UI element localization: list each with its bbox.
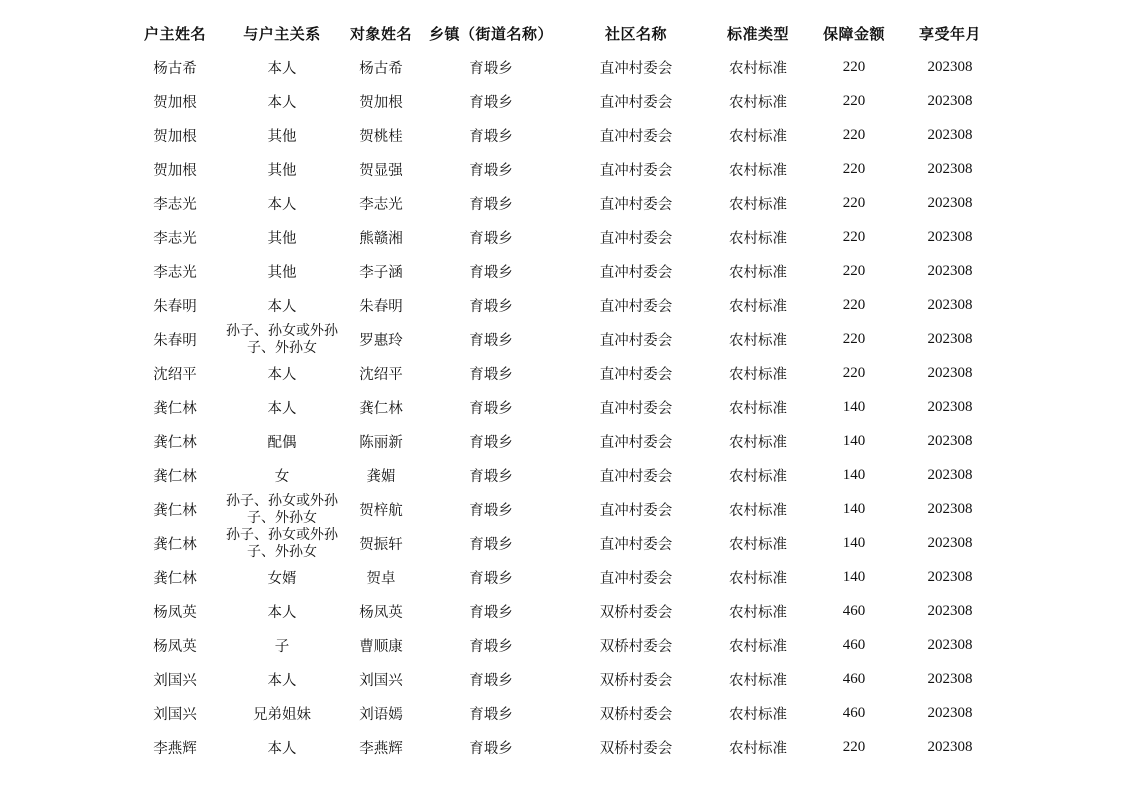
- cell-standard-type: 农村标准: [729, 740, 787, 757]
- cell-township: 育塅乡: [469, 400, 513, 417]
- cell-relation: [220, 492, 344, 526]
- cell-standard-type: 农村标准: [729, 706, 787, 723]
- table-row: [130, 492, 1000, 526]
- cell-householder-name: 龚仁林: [153, 468, 197, 485]
- cell-month: 202308: [927, 194, 973, 211]
- cell-relation: 其他: [267, 128, 297, 145]
- table-row: [130, 152, 1000, 186]
- table-row: [130, 526, 1000, 560]
- header-row: [130, 16, 1000, 50]
- cell-standard-type: 农村标准: [729, 604, 787, 621]
- cell-relation: 本人: [267, 196, 297, 213]
- col-header-community: 社区名称: [604, 24, 667, 43]
- cell-month: 202308: [927, 330, 973, 347]
- cell-relation: 配偶: [267, 434, 297, 451]
- cell-month: 202308: [927, 262, 973, 279]
- cell-relation: 其他: [267, 162, 297, 179]
- cell-householder-name: 龚仁林: [153, 570, 197, 587]
- cell-standard-type: 农村标准: [729, 230, 787, 247]
- table-row: [130, 628, 1000, 662]
- cell-standard-type: 农村标准: [729, 264, 787, 281]
- cell-township: 育塅乡: [469, 434, 513, 451]
- cell-relation: 兄弟姐妹: [253, 706, 311, 723]
- cell-amount: 140: [842, 500, 866, 517]
- cell-person-name: 贺梓航: [359, 502, 403, 519]
- cell-person-name: 贺加根: [359, 94, 403, 111]
- cell-community: 直冲村委会: [599, 400, 673, 417]
- cell-month: 202308: [927, 534, 973, 551]
- col-header-standard-type: 标准类型: [726, 24, 789, 43]
- cell-person-name: 熊赣湘: [359, 230, 403, 247]
- cell-amount: 140: [842, 398, 866, 415]
- table-row: [130, 288, 1000, 322]
- cell-month: 202308: [927, 398, 973, 415]
- table-row: [130, 118, 1000, 152]
- cell-month: 202308: [927, 602, 973, 619]
- cell-householder-name: 刘国兴: [153, 672, 197, 689]
- cell-relation: 本人: [267, 366, 297, 383]
- cell-amount: 140: [842, 568, 866, 585]
- cell-month: 202308: [927, 670, 973, 687]
- cell-householder-name: 李志光: [153, 264, 197, 281]
- table-body: [130, 50, 1000, 764]
- cell-community: 双桥村委会: [599, 672, 673, 689]
- cell-householder-name: 朱春明: [153, 298, 197, 315]
- cell-amount: 220: [842, 126, 866, 143]
- cell-month: 202308: [927, 432, 973, 449]
- cell-month: 202308: [927, 296, 973, 313]
- cell-standard-type: 农村标准: [729, 536, 787, 553]
- cell-relation: 女婿: [267, 570, 297, 587]
- cell-township: 育塅乡: [469, 740, 513, 757]
- cell-township: 育塅乡: [469, 604, 513, 621]
- cell-community: 直冲村委会: [599, 298, 673, 315]
- cell-householder-name: 龚仁林: [153, 536, 197, 553]
- cell-amount: 220: [842, 160, 866, 177]
- cell-amount: 220: [842, 738, 866, 755]
- cell-relation: 本人: [267, 400, 297, 417]
- col-header-relation: 与户主关系: [243, 24, 321, 43]
- cell-community: 直冲村委会: [599, 264, 673, 281]
- cell-township: 育塅乡: [469, 230, 513, 247]
- cell-township: 育塅乡: [469, 536, 513, 553]
- cell-month: 202308: [927, 228, 973, 245]
- cell-month: 202308: [927, 636, 973, 653]
- cell-householder-name: 李志光: [153, 196, 197, 213]
- table-row: [130, 458, 1000, 492]
- table-row: [130, 356, 1000, 390]
- cell-householder-name: 李志光: [153, 230, 197, 247]
- cell-township: 育塅乡: [469, 706, 513, 723]
- cell-householder-name: 沈绍平: [153, 366, 197, 383]
- cell-month: 202308: [927, 500, 973, 517]
- cell-relation: 本人: [267, 94, 297, 111]
- cell-standard-type: 农村标准: [729, 298, 787, 315]
- cell-community: 直冲村委会: [599, 570, 673, 587]
- cell-township: 育塅乡: [469, 502, 513, 519]
- cell-township: 育塅乡: [469, 196, 513, 213]
- cell-person-name: 龚媚: [366, 468, 396, 485]
- cell-relation: 女: [274, 468, 290, 485]
- cell-householder-name: 龚仁林: [153, 502, 197, 519]
- cell-standard-type: 农村标准: [729, 502, 787, 519]
- cell-amount: 460: [842, 602, 866, 619]
- cell-township: 育塅乡: [469, 264, 513, 281]
- cell-standard-type: 农村标准: [729, 638, 787, 655]
- cell-person-name: 李燕辉: [359, 740, 403, 757]
- cell-person-name: 李志光: [359, 196, 403, 213]
- cell-standard-type: 农村标准: [729, 128, 787, 145]
- cell-amount: 220: [842, 330, 866, 347]
- table-row: [130, 560, 1000, 594]
- cell-amount: 460: [842, 704, 866, 721]
- cell-text: 孙子、孙女或外孙子、外孙女: [226, 323, 338, 355]
- cell-standard-type: 农村标准: [729, 366, 787, 383]
- cell-householder-name: 贺加根: [153, 162, 197, 179]
- cell-month: 202308: [927, 466, 973, 483]
- cell-amount: 460: [842, 636, 866, 653]
- cell-amount: 140: [842, 432, 866, 449]
- assistance-roster-table: [130, 16, 1000, 764]
- cell-relation: 本人: [267, 298, 297, 315]
- cell-householder-name: 刘国兴: [153, 706, 197, 723]
- cell-person-name: 贺桃桂: [359, 128, 403, 145]
- cell-community: 直冲村委会: [599, 230, 673, 247]
- cell-community: 直冲村委会: [599, 468, 673, 485]
- cell-standard-type: 农村标准: [729, 94, 787, 111]
- cell-householder-name: 朱春明: [153, 332, 197, 349]
- cell-person-name: 刘国兴: [359, 672, 403, 689]
- cell-householder-name: 龚仁林: [153, 434, 197, 451]
- cell-person-name: 杨凤英: [359, 604, 403, 621]
- cell-person-name: 沈绍平: [359, 366, 403, 383]
- cell-community: 直冲村委会: [599, 196, 673, 213]
- cell-standard-type: 农村标准: [729, 400, 787, 417]
- cell-township: 育塅乡: [469, 638, 513, 655]
- cell-amount: 220: [842, 262, 866, 279]
- cell-householder-name: 贺加根: [153, 94, 197, 111]
- cell-relation: 本人: [267, 604, 297, 621]
- cell-amount: 140: [842, 466, 866, 483]
- cell-standard-type: 农村标准: [729, 162, 787, 179]
- table-row: [130, 254, 1000, 288]
- cell-month: 202308: [927, 704, 973, 721]
- cell-community: 双桥村委会: [599, 706, 673, 723]
- table-row: [130, 220, 1000, 254]
- cell-community: 直冲村委会: [599, 502, 673, 519]
- cell-person-name: 贺显强: [359, 162, 403, 179]
- cell-amount: 140: [842, 534, 866, 551]
- table-row: [130, 594, 1000, 628]
- cell-text: 孙子、孙女或外孙子、外孙女: [226, 493, 338, 525]
- cell-month: 202308: [927, 92, 973, 109]
- cell-township: 育塅乡: [469, 570, 513, 587]
- cell-standard-type: 农村标准: [729, 570, 787, 587]
- col-header-township: 乡镇（街道名称）: [428, 24, 553, 43]
- cell-amount: 220: [842, 194, 866, 211]
- cell-person-name: 贺卓: [366, 570, 396, 587]
- cell-amount: 460: [842, 670, 866, 687]
- cell-township: 育塅乡: [469, 366, 513, 383]
- cell-community: 双桥村委会: [599, 740, 673, 757]
- cell-community: 直冲村委会: [599, 366, 673, 383]
- cell-amount: 220: [842, 228, 866, 245]
- cell-relation: [220, 322, 344, 356]
- cell-community: 双桥村委会: [599, 638, 673, 655]
- cell-township: 育塅乡: [469, 60, 513, 77]
- table-row: [130, 662, 1000, 696]
- cell-standard-type: 农村标准: [729, 672, 787, 689]
- cell-relation: [220, 526, 344, 560]
- cell-township: 育塅乡: [469, 332, 513, 349]
- cell-relation: 子: [274, 638, 290, 655]
- cell-person-name: 贺振轩: [359, 536, 403, 553]
- cell-standard-type: 农村标准: [729, 332, 787, 349]
- cell-township: 育塅乡: [469, 94, 513, 111]
- cell-community: 双桥村委会: [599, 604, 673, 621]
- cell-standard-type: 农村标准: [729, 434, 787, 451]
- cell-month: 202308: [927, 568, 973, 585]
- cell-text: 孙子、孙女或外孙子、外孙女: [226, 527, 338, 559]
- cell-person-name: 曹顺康: [359, 638, 403, 655]
- table-row: [130, 730, 1000, 764]
- cell-community: 直冲村委会: [599, 94, 673, 111]
- cell-community: 直冲村委会: [599, 162, 673, 179]
- cell-community: 直冲村委会: [599, 60, 673, 77]
- col-header-person-name: 对象姓名: [349, 24, 412, 43]
- cell-community: 直冲村委会: [599, 128, 673, 145]
- cell-person-name: 龚仁林: [359, 400, 403, 417]
- cell-relation: 其他: [267, 264, 297, 281]
- cell-person-name: 刘语嫣: [359, 706, 403, 723]
- cell-township: 育塅乡: [469, 128, 513, 145]
- cell-standard-type: 农村标准: [729, 60, 787, 77]
- table-row: [130, 186, 1000, 220]
- col-header-amount: 保障金额: [822, 24, 885, 43]
- cell-person-name: 李子涵: [359, 264, 403, 281]
- cell-relation: 本人: [267, 60, 297, 77]
- cell-person-name: 陈丽新: [359, 434, 403, 451]
- cell-community: 直冲村委会: [599, 434, 673, 451]
- col-header-month: 享受年月: [918, 24, 981, 43]
- cell-month: 202308: [927, 126, 973, 143]
- cell-township: 育塅乡: [469, 672, 513, 689]
- table-row: [130, 50, 1000, 84]
- cell-amount: 220: [842, 92, 866, 109]
- cell-householder-name: 李燕辉: [153, 740, 197, 757]
- table-row: [130, 696, 1000, 730]
- cell-householder-name: 龚仁林: [153, 400, 197, 417]
- table-row: [130, 322, 1000, 356]
- table-row: [130, 424, 1000, 458]
- cell-amount: 220: [842, 296, 866, 313]
- col-header-householder-name: 户主姓名: [143, 24, 206, 43]
- cell-person-name: 罗惠玲: [359, 332, 403, 349]
- cell-householder-name: 杨凤英: [153, 638, 197, 655]
- cell-person-name: 朱春明: [359, 298, 403, 315]
- cell-person-name: 杨古希: [359, 60, 403, 77]
- cell-relation: 本人: [267, 672, 297, 689]
- cell-community: 直冲村委会: [599, 332, 673, 349]
- cell-township: 育塅乡: [469, 468, 513, 485]
- cell-standard-type: 农村标准: [729, 196, 787, 213]
- cell-community: 直冲村委会: [599, 536, 673, 553]
- cell-standard-type: 农村标准: [729, 468, 787, 485]
- cell-township: 育塅乡: [469, 162, 513, 179]
- cell-relation: 其他: [267, 230, 297, 247]
- table-row: [130, 84, 1000, 118]
- cell-householder-name: 杨凤英: [153, 604, 197, 621]
- cell-relation: 本人: [267, 740, 297, 757]
- cell-month: 202308: [927, 364, 973, 381]
- cell-township: 育塅乡: [469, 298, 513, 315]
- cell-amount: 220: [842, 364, 866, 381]
- cell-month: 202308: [927, 738, 973, 755]
- cell-householder-name: 杨古希: [153, 60, 197, 77]
- cell-month: 202308: [927, 58, 973, 75]
- cell-month: 202308: [927, 160, 973, 177]
- cell-householder-name: 贺加根: [153, 128, 197, 145]
- cell-amount: 220: [842, 58, 866, 75]
- table-row: [130, 390, 1000, 424]
- table-header: [130, 16, 1000, 50]
